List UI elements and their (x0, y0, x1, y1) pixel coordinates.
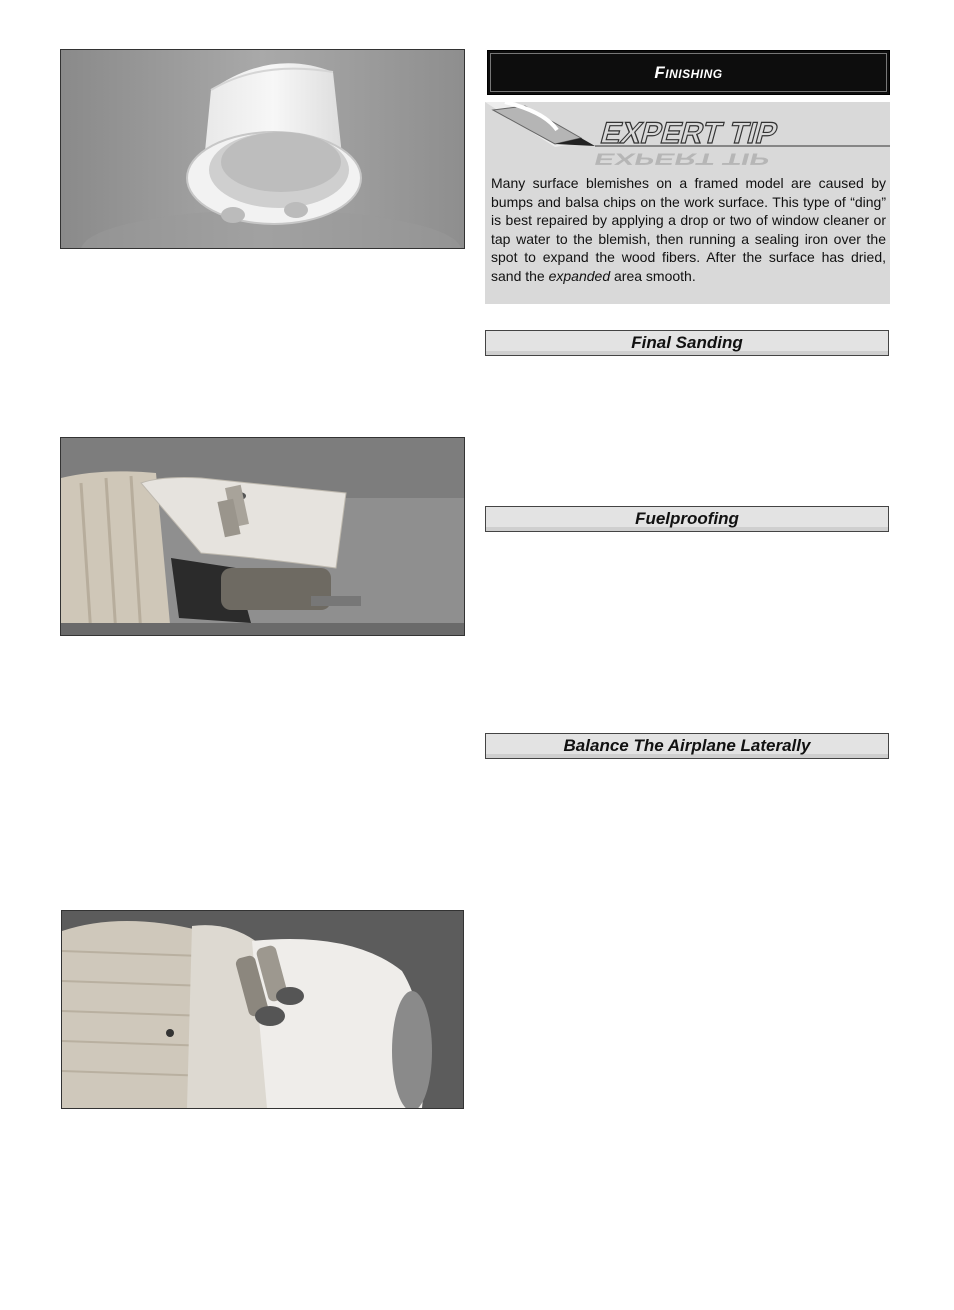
expert-tip-pen-icon (485, 102, 890, 172)
finishing-section-banner (487, 50, 890, 95)
balance-title: Balance The Airplane Laterally (563, 736, 811, 755)
expert-tip-text-emphasis: expanded (548, 267, 611, 284)
expert-tip-text (491, 174, 886, 286)
photo-cowl-ring (60, 49, 465, 249)
expert-tip-text-part1: Many surface blemishes on a framed model are caused by bumps and balsa chips on the work surface. This type of “ding” is best repaired by applying a drop or two of window cleaner or tap water to the blemish, then running a sealing iron over the spot to expand the wood fibers. After the surface has dried, sand the (491, 175, 886, 284)
photo-cowl-installed (61, 910, 464, 1109)
final-sanding-title: Final Sanding (631, 333, 743, 352)
final-sanding-heading (485, 330, 889, 356)
fuelproofing-heading (485, 506, 889, 532)
finishing-title: Finishing (654, 62, 723, 82)
expert-tip-text-part2: area smooth. (610, 267, 696, 284)
photo-engine-template (60, 437, 465, 636)
balance-heading (485, 733, 889, 759)
fuelproofing-title: Fuelproofing (635, 509, 739, 528)
expert-tip-badge: EXPERT TIP (597, 116, 782, 150)
expert-tip-header (485, 102, 890, 172)
expert-tip-badge-reflection: EXPERT TIP (592, 149, 773, 168)
expert-tip-box (485, 102, 890, 304)
